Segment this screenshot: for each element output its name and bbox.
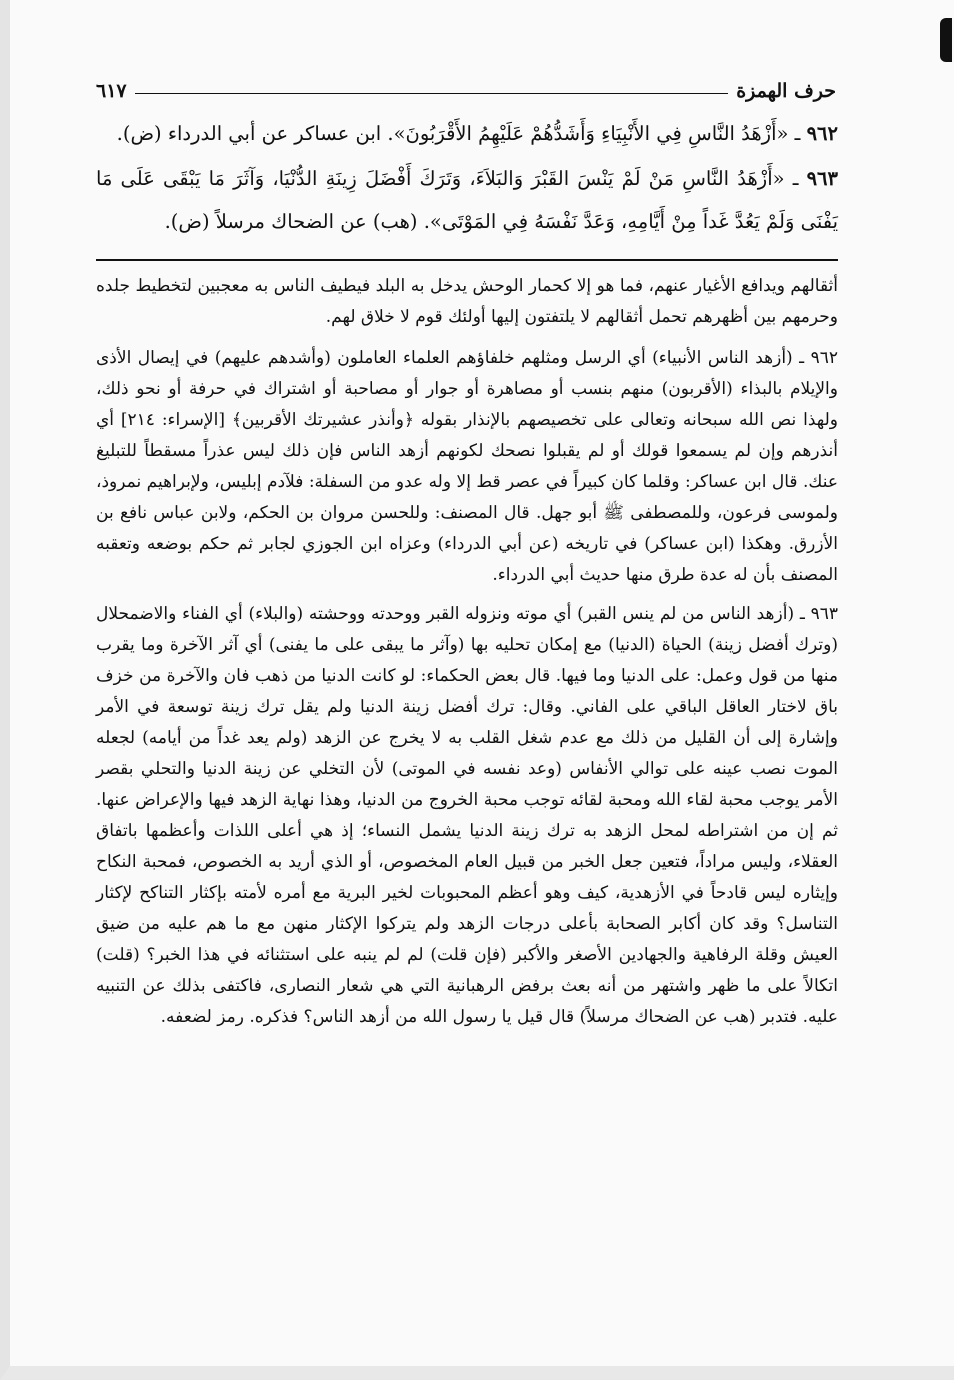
thumb-index-mark xyxy=(940,18,952,62)
commentary-962: ٩٦٢ ـ (أزهد الناس الأنبياء) أي الرسل ومثلهم خلفاؤهم العلماء العاملون (وأشدهم عليهم) في إيصال الأذى والإيلام بالبذاء (الأقربون) منهم بنسب أو مصاهرة أو جوار أو مصاحبة أو اشتراك في حرفة أو نحو ذلك، ولهذا نص الله سبحانه وتعالى على تخصيصهم بالإنذار بقوله ﴿وأنذر عشيرتك الأقربين﴾ [الإسراء: ٢١٤] أي أنذرهم وإن لم يسمعوا قولك أو لم يقبلوا نصحك لكونهم أزهد الناس فإن ذلك ليس عذراً مسقطاً للتبليغ عنك. قال ابن عساكر: وقلما كان كبيراً في عصر قط إلا وله عدو من السفلة: فلآدم إبليس، ولإبراهيم نمروذ، ولموسى فرعون، وللمصطفى ﷺ أبو جهل. قال المصنف: وللحسن مروان بن الحكم، ولابن عباس نافع بن الأزرق. وهكذا (ابن عساكر) في تاريخه (عن أبي الدرداء) وعزاه ابن الجوزي لجابر ثم حكم بوضعه وتعقبه المصنف بأن له عدة طرق منها حديث أبي الدرداء. xyxy=(96,348,838,585)
hadith-962 xyxy=(96,112,838,155)
page-number: ٦١٧ xyxy=(96,80,127,102)
hadith-text: «أَزْهَدُ النَّاسِ فِي الأَنْبِيَاءِ وَأَشَدُّهُمْ عَلَيْهِمُ الأَقْرَبُونَ». ابن عساكر عن أبي الدرداء (ض). xyxy=(116,122,789,145)
footnote-divider xyxy=(96,259,838,261)
commentary-continuation: أثقالهم ويدافع الأغيار عنهم، فما هو إلا كحمار الوحش يدخل به البلد فيطيف الناس به معجبين لتخطيط جلده وحرمهم بين أظهرهم تحمل أثقالهم لا يلتفتون إليها أولئك قوم لا خلاق لهم. xyxy=(96,276,838,327)
header-rule xyxy=(135,93,729,94)
page-content xyxy=(96,112,838,1041)
hadith-number: ٩٦٢ xyxy=(806,122,838,145)
commentary-963: ٩٦٣ ـ (أزهد الناس من لم ينس القبر) أي موته ونزوله القبر ووحدته ووحشته (والبلاء) أي الفناء والاضمحلال (وترك أفضل زينة) الحياة (الدنيا) مع إمكان تحليه بها (وآثر ما يبقى على ما يفنى) أي آثر الآخرة وما يقرب منها من قول وعمل: على الدنيا وما فيها. قال بعض الحكماء: لو كانت الدنيا من ذهب فان والآخرة من خزف باق لاختار العاقل الباقي على الفاني. وقال: ترك أفضل زينة الدنيا ولم يقل ترك زينة توسعة في الأمر وإشارة إلى أن القليل من ذلك مع عدم شغل القلب به لا يخرج عن الزهد (ولم يعد غداً من أيامه) لجعله الموت نصب عينه على توالي الأنفاس (وعد نفسه في الموتى) لأن التخلي عن زينة الدنيا والتحلي بقصر الأمر يوجب محبة لقاء الله ومحبة لقائه توجب محبة الخروج من الدنيا، وهذا نهاية الزهد فيها والإعراض عنها. ثم إن من اشتراطه لمحل الزهد به ترك زينة الدنيا يشمل النساء؛ إذ هي أعلى اللذات وأعظمها باتفاق العقلاء، وليس مراداً، فتعين جعل الخبر من قبيل العام المخصوص، أو الذي أريد به الخصوص، فمحبة النكاح وإيثاره ليس قادحاً في الأزهدية، كيف وهو أعظم المحبوبات لخير البرية مع أمره لأمته بإكثار التناكح لإكثار التناسل؟ وقد كان أكابر الصحابة بأعلى درجات الزهد ولم يتركوا الإكثار منهن مع ما هم عليه من ضيق العيش وقلة الرفاهية والجهادين الأصغر والأكبر (فإن قلت) لم لم ينبه على استثنائه في هذا الخبر؟ (قلت) اتكالاً على ما ظهر واشتهر من أنه بعث برفض الرهبانية التي هي شعار النصارى، فاكتفى بذلك عن التنبيه عليه. فتدبر (هب عن الضحاك مرسلاً) قال قيل يا رسول الله من أزهد الناس؟ فذكره. رمز لضعفه. xyxy=(96,604,838,1027)
running-header xyxy=(96,62,836,102)
hadith-number: ٩٦٣ xyxy=(806,167,838,190)
chapter-title: حرف الهمزة xyxy=(736,80,836,102)
hadith-dash: ـ xyxy=(784,167,799,190)
hadith-text: «أَزْهَدُ النَّاسِ مَنْ لَمْ يَنْسَ القَبْرَ وَالبَلاَءَ، وَتَرَكَ أَفْضَلَ زِينَةِ الدُّنْيَا، وَآثَرَ مَا يَبْقَى عَلَى مَا يَفْنَى وَلَمْ يَعُدَّ غَداً مِنْ أَيَّامِهِ، وَعَدَّ نَفْسَهُ فِي المَوْتَى». (هب) عن الضحاك مرسلاً (ض). xyxy=(96,167,838,233)
hadith-dash: ـ xyxy=(788,122,801,145)
hadith-963 xyxy=(96,157,838,243)
commentary xyxy=(96,271,838,1033)
